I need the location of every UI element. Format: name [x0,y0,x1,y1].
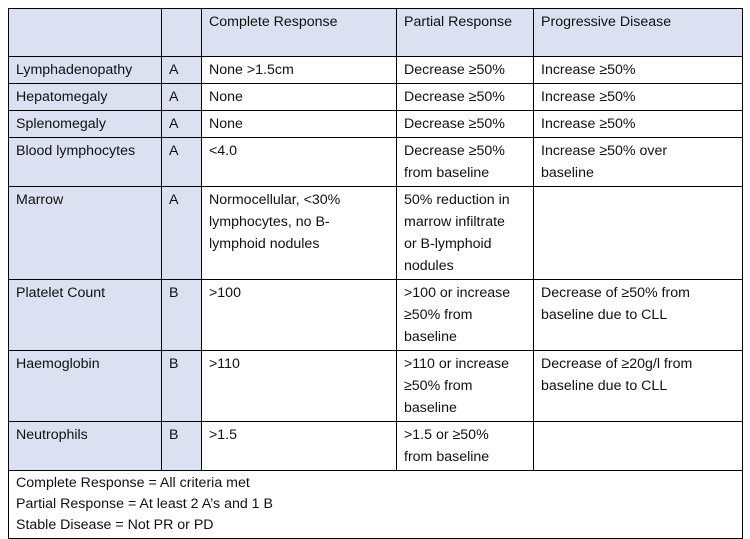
row-group-cell: A [162,187,202,280]
footer-note-complete: Complete Response = All criteria met [16,475,250,491]
row-group-cell: B [162,351,202,422]
progressive-disease-cell [534,351,743,422]
header-group-cell [162,9,202,57]
partial-response-line: from baseline [404,165,490,181]
row-label-cell: Neutrophils [9,422,162,471]
header-complete-response: Complete Response [202,9,397,57]
table-row-platelet-count [9,280,743,351]
complete-response-line: >1.5 [209,427,238,443]
partial-response-cell [397,351,534,422]
complete-response-line: None [209,89,243,105]
partial-response-line: >1.5 or ≥50% [404,427,489,443]
partial-response-line: 50% reduction in [404,192,510,208]
footer-note-stable: Stable Disease = Not PR or PD [16,517,214,533]
footer-row [9,471,743,539]
partial-response-line: >110 or increase [404,356,510,372]
complete-response-line: <4.0 [209,143,238,159]
row-group-cell: A [162,111,202,138]
complete-response-line: >110 [209,356,240,372]
progressive-disease-line: baseline [541,165,594,181]
partial-response-line: from baseline [404,449,490,465]
partial-response-line: Decrease ≥50% [404,116,505,132]
partial-response-cell [397,111,534,138]
row-label-cell: Haemoglobin [9,351,162,422]
partial-response-cell [397,57,534,84]
row-label-cell: Hepatomegaly [9,84,162,111]
complete-response-line: >100 [209,285,241,301]
partial-response-line: nodules [404,258,454,274]
header-progressive-disease: Progressive Disease [534,9,743,57]
progressive-disease-line: Increase ≥50% over [541,143,668,159]
progressive-disease-cell [534,422,743,471]
partial-response-line: ≥50% from [404,378,473,394]
partial-response-line: marrow infiltrate [404,214,505,230]
progressive-disease-line: Decrease of ≥20g/l from [541,356,693,372]
complete-response-line: None >1.5cm [209,62,294,78]
complete-response-line: lymphocytes, no B- [209,214,330,230]
progressive-disease-line: Decrease of ≥50% from [541,285,690,301]
table-row-blood-lymphocytes [9,138,743,187]
row-group-cell: B [162,422,202,471]
partial-response-line: >100 or increase [404,285,511,301]
table-row-haemoglobin [9,351,743,422]
partial-response-cell [397,187,534,280]
table-footer [9,471,743,539]
progressive-disease-cell [534,57,743,84]
progressive-disease-line: Increase ≥50% [541,62,636,78]
partial-response-line: Decrease ≥50% [404,89,505,105]
partial-response-line: or B-lymphoid [404,236,492,252]
progressive-disease-cell [534,187,743,280]
table-row-splenomegaly [9,111,743,138]
row-label-cell: Blood lymphocytes [9,138,162,187]
progressive-disease-cell [534,138,743,187]
complete-response-cell [202,422,397,471]
partial-response-line: Decrease ≥50% [404,143,505,159]
progressive-disease-line: Increase ≥50% [541,89,636,105]
response-criteria-table-wrapper [8,8,743,539]
complete-response-line: None [209,116,243,132]
complete-response-cell [202,280,397,351]
response-criteria-table [8,8,743,539]
complete-response-line: lymphoid nodules [209,236,320,252]
progressive-disease-cell [534,111,743,138]
footer-notes-cell [9,471,743,539]
row-group-cell: A [162,138,202,187]
partial-response-line: ≥50% from [404,307,473,323]
complete-response-cell [202,351,397,422]
table-body [9,9,743,471]
progressive-disease-line: Increase ≥50% [541,116,636,132]
complete-response-cell [202,84,397,111]
row-label-cell: Lymphadenopathy [9,57,162,84]
progressive-disease-cell [534,280,743,351]
table-row-marrow [9,187,743,280]
table-row-hepatomegaly [9,84,743,111]
header-row [9,9,743,57]
partial-response-line: baseline [404,400,457,416]
header-label-cell [9,9,162,57]
complete-response-line: Normocellular, <30% [209,192,341,208]
row-label-cell: Marrow [9,187,162,280]
row-group-cell: A [162,84,202,111]
partial-response-cell [397,84,534,111]
partial-response-line: baseline [404,329,457,345]
complete-response-cell [202,111,397,138]
footer-note-partial: Partial Response = At least 2 A’s and 1 B [16,496,273,512]
row-group-cell: B [162,280,202,351]
table-row-neutrophils [9,422,743,471]
header-partial-response: Partial Response [397,9,534,57]
progressive-disease-cell [534,84,743,111]
complete-response-cell [202,138,397,187]
partial-response-cell [397,422,534,471]
progressive-disease-line: baseline due to CLL [541,378,668,394]
row-label-cell: Platelet Count [9,280,162,351]
partial-response-cell [397,280,534,351]
partial-response-cell [397,138,534,187]
row-group-cell: A [162,57,202,84]
table-row-lymphadenopathy [9,57,743,84]
progressive-disease-line: baseline due to CLL [541,307,668,323]
partial-response-line: Decrease ≥50% [404,62,505,78]
complete-response-cell [202,57,397,84]
complete-response-cell [202,187,397,280]
row-label-cell: Splenomegaly [9,111,162,138]
